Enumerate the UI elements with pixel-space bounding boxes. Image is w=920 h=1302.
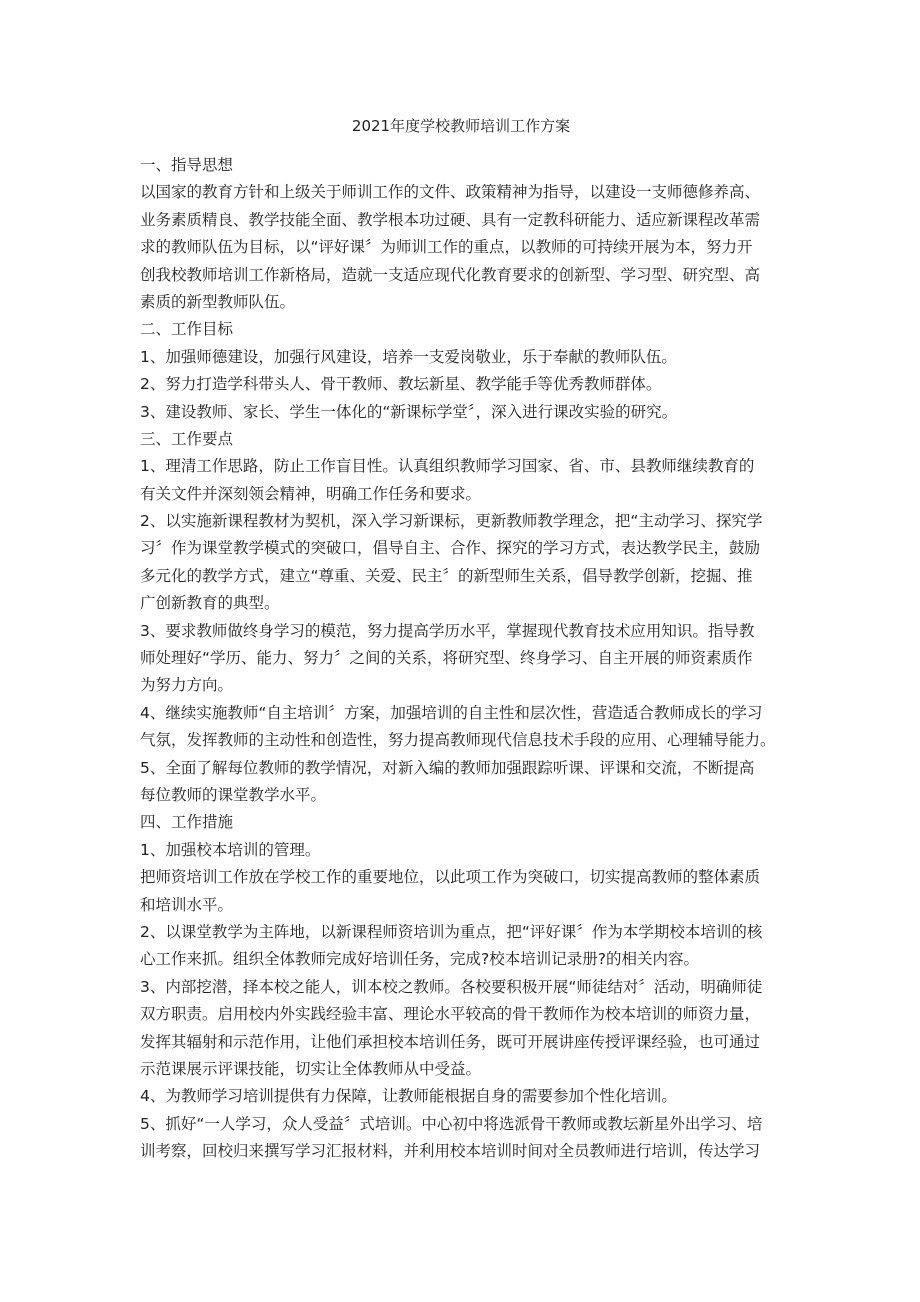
document-body: [140, 152, 782, 1165]
paragraph-line: 以国家的教育方针和上级关于师训工作的文件、政策精神为指导，以建设一支师德修养高、: [140, 183, 761, 202]
paragraph-line: 业务素质精良、教学技能全面、教学根本功过硬、具有一定教科研能力、适应新课程改革需: [140, 210, 761, 229]
paragraph-line: 4、继续实施教师“自主培训〞方案，加强培训的自主性和层次性，营造适合教师成长的学习: [140, 703, 763, 722]
paragraph-line: 素质的新型教师队伍。: [140, 292, 296, 311]
paragraph-line: 2、以实施新课程教材为契机，深入学习新课标，更新教师教学理念，把“主动学习、探究学: [140, 512, 763, 531]
paragraph-line: 3、建设教师、家长、学生一体化的“新课标学堂〞，深入进行课改实验的研究。: [140, 402, 678, 421]
paragraph-line: 4、为教师学习培训提供有力保障，让教师能根据自身的需要参加个性化培训。: [140, 1087, 677, 1106]
document-title: 2021年度学校教师培训工作方案: [351, 117, 571, 135]
paragraph-line: 创我校教师培训工作新格局，造就一支适应现代化教育要求的创新型、学习型、研究型、高: [140, 265, 761, 284]
paragraph-line: 3、要求教师做终身学习的模范，努力提高学历水平，掌握现代教育技术应用知识。指导教: [140, 621, 755, 640]
paragraph-line: 发挥其辐射和示范作用，让他们承担校本培训任务，既可开展讲座传授评课经验，也可通过: [140, 1032, 761, 1051]
section-heading-guiding-ideology: 一、指导思想: [140, 156, 234, 174]
paragraph-line: 多元化的教学方式，建立“尊重、关爱、民主〞的新型师生关系，倡导教学创新，挖掘、推: [140, 566, 753, 585]
paragraph-line: 把师资培训工作放在学校工作的重要地位，以此项工作为突破口，切实提高教师的整体素质: [140, 868, 761, 887]
paragraph-line: 1、理清工作思路，防止工作盲目性。认真组织教师学习国家、省、市、县教师继续教育的: [140, 457, 755, 476]
paragraph-line: 5、抓好“一人学习，众人受益〞式培训。中心初中将选派骨干教师或教坛新星外出学习、培: [140, 1114, 763, 1133]
paragraph-line: 示范课展示评课技能，切实让全体教师从中受益。: [140, 1059, 482, 1078]
paragraph-line: 3、内部挖潜，择本校之能人，训本校之教师。各校要积极开展“师徒结对〞活动，明确师徒: [140, 977, 763, 996]
paragraph-line: 心工作来抓。组织全体教师完成好培训任务，完成?校本培训记录册?的相关内容。: [140, 950, 699, 969]
paragraph-line: 气氛，发挥教师的主动性和创造性，努力提高教师现代信息技术手段的应用、心理辅导能力。: [140, 731, 776, 750]
section-heading-work-goals: 二、工作目标: [140, 320, 234, 339]
paragraph-line: 有关文件并深刻领会精神，明确工作任务和要求。: [140, 484, 482, 503]
paragraph-line: 广创新教育的典型。: [140, 594, 280, 613]
paragraph-line: 训考察，回校归来撰写学习汇报材料，并利用校本培训时间对全员教师进行培训，传达学习: [140, 1142, 761, 1161]
paragraph-line: 2、努力打造学科带头人、骨干教师、教坛新星、教学能手等优秀教师群体。: [140, 375, 662, 394]
paragraph-line: 为努力方向。: [140, 676, 234, 695]
paragraph-line: 求的教师队伍为目标，以“评好课〞为师训工作的重点，以教师的可持续开展为本，努力开: [140, 238, 753, 257]
paragraph-line: 每位教师的课堂教学水平。: [140, 785, 327, 804]
paragraph-line: 1、加强校本培训的管理。: [140, 840, 321, 859]
section-heading-key-points: 三、工作要点: [140, 429, 234, 448]
section-heading-work-measures: 四、工作措施: [140, 813, 234, 832]
paragraph-line: 师处理好“学历、能力、努力〞之间的关系，将研究型、终身学习、自主开展的师资素质作: [140, 649, 753, 668]
paragraph-line: 5、全面了解每位教师的教学情况，对新入编的教师加强跟踪听课、评课和交流，不断提高: [140, 758, 755, 777]
paragraph-line: 双方职责。启用校内外实践经验丰富、理论水平较高的骨干教师作为校本培训的师资力量，: [140, 1005, 761, 1024]
paragraph-line: 习〞作为课堂教学模式的突破口，倡导自主、合作、探究的学习方式，表达教学民主，鼓励: [140, 539, 761, 558]
paragraph-line: 和培训水平。: [140, 895, 234, 914]
paragraph-line: 1、加强师德建设，加强行风建设，培养一支爱岗敬业，乐于奉献的教师队伍。: [140, 347, 677, 366]
paragraph-line: 2、以课堂教学为主阵地，以新课程师资培训为重点，把“评好课〞作为本学期校本培训的核: [140, 922, 763, 941]
